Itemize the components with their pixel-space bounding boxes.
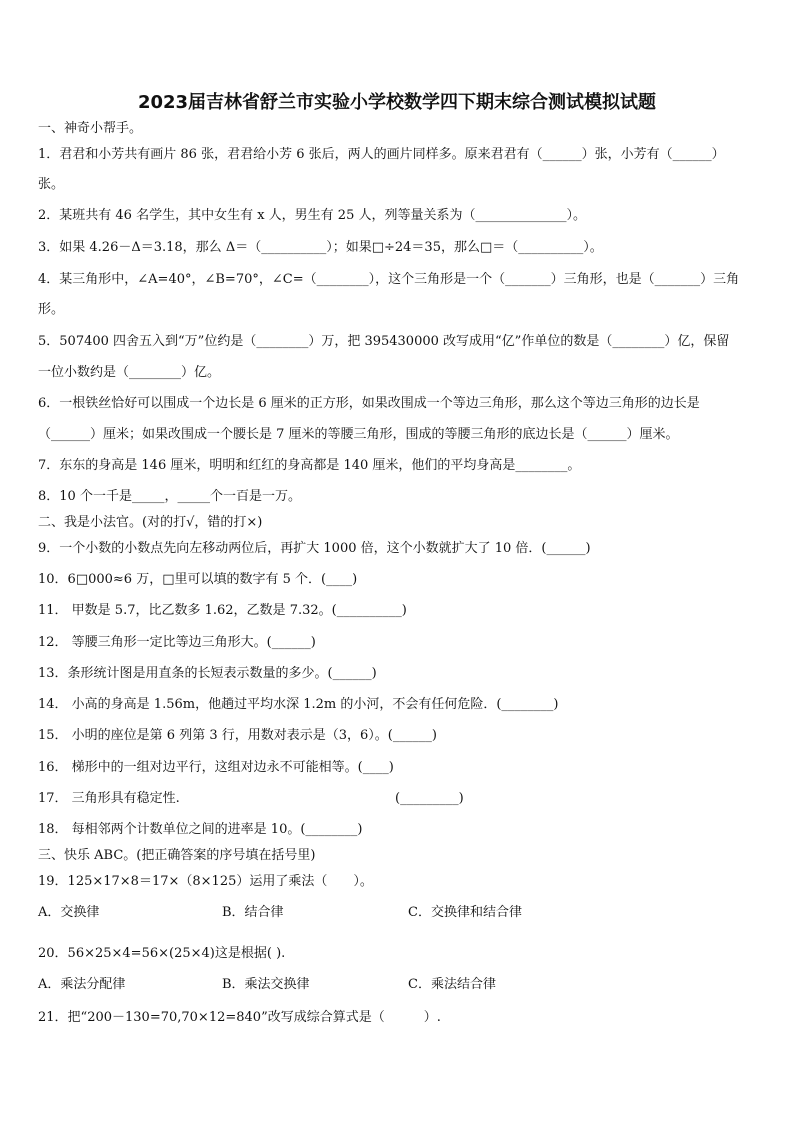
question-6-line-1: 6．一根铁丝恰好可以围成一个边长是 6 厘米的正方形，如果改围成一个等边三角形，那么这个等边三角形的边长是 (38, 396, 700, 411)
question-12: 12． 等腰三角形一定比等边三角形大。(______) (38, 635, 316, 650)
question-10: 10．6□000≈6 万，□里可以填的数字有 5 个．(____) (38, 572, 358, 587)
question-1-line-2: 张。 (38, 177, 65, 192)
question-17-answer-blank: (_________) (395, 791, 464, 806)
question-8: 8．10 个一千是_____，_____个一百是一万。 (38, 489, 301, 504)
question-21: 21．把“200－130=70,70×12=840”改写成综合算式是（ ）. (38, 1010, 441, 1025)
section-heading-1: 一、神奇小帮手。 (38, 121, 143, 136)
section-heading-2: 二、我是小法官。(对的打√，错的打×) (38, 515, 263, 530)
question-4-line-2: 形。 (38, 302, 65, 317)
question-6-line-2: （______）厘米；如果改围成一个腰长是 7 厘米的等腰三角形，围成的等腰三角形的底边长是（______）厘米。 (38, 427, 679, 442)
question-4-line-1: 4．某三角形中，∠A=40°，∠B=70°，∠C=（________），这个三角形是一个（_______）三角形，也是（_______）三角 (38, 272, 740, 287)
question-20: 20．56×25×4=56×(25×4)这是根据( ). (38, 946, 286, 961)
question-19: 19．125×17×8＝17×（8×125）运用了乘法（ ）。 (38, 874, 373, 889)
question-2: 2．某班共有 46 名学生，其中女生有 x 人，男生有 25 人，列等量关系为（______________）。 (38, 208, 586, 223)
question-7: 7．东东的身高是 146 厘米，明明和红红的身高都是 140 厘米，他们的平均身高是________。 (38, 458, 581, 473)
question-9: 9．一个小数的小数点先向左移动两位后，再扩大 1000 倍，这个小数就扩大了 10 倍．(______) (38, 541, 591, 556)
question-20-option-a: A．乘法分配律 (38, 977, 126, 992)
question-13: 13．条形统计图是用直条的长短表示数量的多少。(______) (38, 666, 377, 681)
section-heading-3: 三、快乐 ABC。(把正确答案的序号填在括号里) (38, 848, 316, 863)
question-19-option-a: A．交换律 (38, 905, 100, 920)
question-15: 15． 小明的座位是第 6 列第 3 行，用数对表示是（3，6）。(______) (38, 728, 437, 743)
question-14: 14． 小高的身高是 1.56m，他趟过平均水深 1.2m 的小河，不会有任何危险．(________) (38, 697, 559, 712)
question-18: 18． 每相邻两个计数单位之间的进率是 10。(________) (38, 822, 363, 837)
question-11: 11． 甲数是 5.7，比乙数多 1.62，乙数是 7.32。(__________) (38, 603, 407, 618)
question-5-line-1: 5．507400 四舍五入到“万”位约是（________）万，把 395430000 改写成用“亿”作单位的数是（________）亿，保留 (38, 334, 730, 349)
question-5-line-2: 一位小数约是（________）亿。 (38, 365, 221, 380)
question-17: 17． 三角形具有稳定性. (38, 791, 180, 806)
question-20-option-c: C．乘法结合律 (408, 977, 496, 992)
exam-title: 2023届吉林省舒兰市实验小学校数学四下期末综合测试模拟试题 (137, 92, 657, 113)
question-3: 3．如果 4.26－Δ＝3.18，那么 Δ＝（__________）；如果□÷24＝35，那么□＝（__________）。 (38, 240, 603, 255)
question-20-option-b: B．乘法交换律 (222, 977, 310, 992)
question-16: 16． 梯形中的一组对边平行，这组对边永不可能相等。(____) (38, 760, 394, 775)
question-1-line-1: 1．君君和小芳共有画片 86 张，君君给小芳 6 张后，两人的画片同样多。原来君君有（______）张，小芳有（______） (38, 147, 725, 162)
question-19-option-b: B．结合律 (222, 905, 284, 920)
question-19-option-c: C．交换律和结合律 (408, 905, 522, 920)
